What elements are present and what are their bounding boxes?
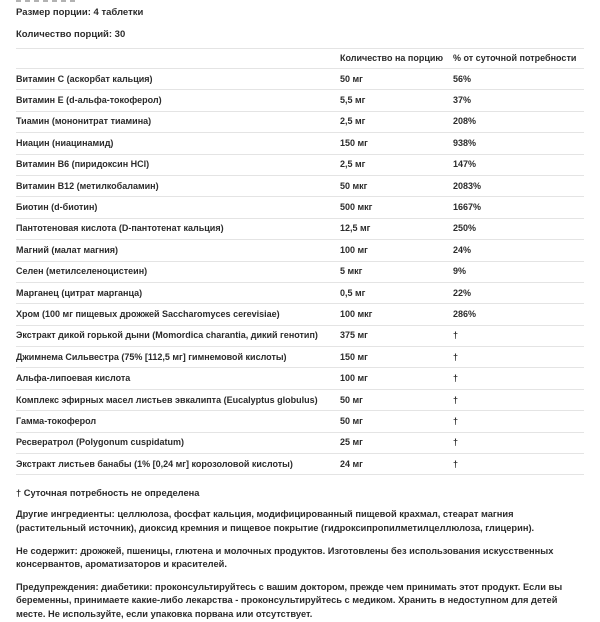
- amount-per-serving: 24 мг: [340, 458, 363, 469]
- amount-per-serving: 150 мг: [340, 137, 368, 148]
- daily-value: †: [453, 351, 459, 362]
- amount-per-serving: 50 мг: [340, 415, 363, 426]
- ingredient-name: Гамма-токоферол: [16, 415, 97, 426]
- table-row: [16, 368, 584, 389]
- amount-per-serving: 25 мг: [340, 437, 363, 448]
- amount-per-serving: 2,5 мг: [340, 159, 366, 170]
- amount-per-serving: 0,5 мг: [340, 287, 366, 298]
- daily-value: 250%: [453, 223, 477, 234]
- table-row: [16, 240, 584, 261]
- ingredient-name: Витамин B12 (метилкобаламин): [16, 180, 159, 191]
- table-row: [16, 347, 584, 368]
- daily-value: 2083%: [453, 180, 482, 191]
- ingredient-name: Тиамин (мононитрат тиамина): [16, 116, 152, 127]
- daily-value: 22%: [453, 287, 472, 298]
- table-row: [16, 90, 584, 111]
- amount-per-serving: 5 мкг: [340, 266, 363, 277]
- table-row: [16, 154, 584, 175]
- ingredient-name: Экстракт листьев банабы (1% [0,24 мг] корозоловой кислоты): [16, 458, 293, 469]
- daily-value: 9%: [453, 266, 467, 277]
- daily-value: 938%: [453, 137, 477, 148]
- table-row: [16, 175, 584, 196]
- daily-value: 24%: [453, 244, 472, 255]
- table-row: [16, 261, 584, 282]
- daily-value: 208%: [453, 116, 477, 127]
- daily-value: 56%: [453, 73, 472, 84]
- amount-per-serving: 50 мг: [340, 394, 363, 405]
- does-not-contain-text: Не содержит: дрожжей, пшеницы, глютена и молочных продуктов. Изготовлены без использования искусственных консервантов, ароматизаторов и красителей.: [16, 545, 554, 570]
- dagger-footnote: † Суточная потребность не определена: [16, 488, 200, 499]
- daily-value: †: [453, 437, 459, 448]
- ingredient-name: Магний (малат магния): [16, 244, 119, 255]
- clipped-text-artifact: [16, 0, 78, 2]
- table-header-row: [16, 49, 584, 69]
- col-header-daily-value: % от суточной потребности: [453, 49, 584, 69]
- table-row: [16, 282, 584, 303]
- table-row: [16, 304, 584, 325]
- table-row: [16, 111, 584, 132]
- daily-value: †: [453, 415, 459, 426]
- table-row: [16, 432, 584, 453]
- other-ingredients-text: Другие ингредиенты: целлюлоза, фосфат кальция, модифицированный пищевой крахмал, стеарат магния (растительный источник), диоксид кремния и пищевое покрытие (гидроксипропилметилцеллюлоза, глицерин).: [16, 509, 535, 534]
- amount-per-serving: 100 мг: [340, 373, 368, 384]
- ingredient-name: Витамин B6 (пиридоксин HCl): [16, 159, 150, 170]
- daily-value: 37%: [453, 95, 472, 106]
- amount-per-serving: 375 мг: [340, 330, 368, 341]
- daily-value: †: [453, 394, 459, 405]
- servings-per-container: Количество порций: 30: [16, 29, 126, 40]
- supplement-facts-table: [16, 48, 584, 475]
- col-header-ingredient: [16, 49, 340, 69]
- ingredient-name: Альфа-липоевая кислота: [16, 373, 131, 384]
- amount-per-serving: 5,5 мг: [340, 95, 366, 106]
- ingredient-name: Комплекс эфирных масел листьев эвкалипта (Eucalyptus globulus): [16, 394, 318, 405]
- amount-per-serving: 100 мкг: [340, 308, 373, 319]
- daily-value: †: [453, 330, 459, 341]
- daily-value: 286%: [453, 308, 477, 319]
- table-row: [16, 69, 584, 90]
- ingredient-name: Биотин (d-биотин): [16, 202, 98, 213]
- amount-per-serving: 50 мг: [340, 73, 363, 84]
- daily-value: †: [453, 373, 459, 384]
- table-row: [16, 411, 584, 432]
- amount-per-serving: 50 мкг: [340, 180, 368, 191]
- daily-value: †: [453, 458, 459, 469]
- table-row: [16, 325, 584, 346]
- serving-size: Размер порции: 4 таблетки: [16, 7, 144, 18]
- amount-per-serving: 100 мг: [340, 244, 368, 255]
- ingredient-name: Хром (100 мг пищевых дрожжей Saccharomyces cerevisiae): [16, 308, 280, 319]
- table-row: [16, 389, 584, 410]
- ingredient-name: Селен (метилселеноцистеин): [16, 266, 148, 277]
- table-row: [16, 133, 584, 154]
- table-row: [16, 454, 584, 475]
- ingredient-name: Пантотеновая кислота (D-пантотенат кальция): [16, 223, 224, 234]
- warnings-text: Предупреждения: диабетики: проконсультируйтесь с вашим доктором, прежде чем принимать этот продукт. Если вы беременны, принимаете какие-либо лекарства - проконсультируйтесь с медиком. Хранить в недоступном для детей месте. Не используйте, если упаковка порвана или отсутствует.: [16, 581, 563, 619]
- col-header-amount-per-serving: Количество на порцию: [340, 49, 453, 69]
- ingredient-name: Ниацин (ниацинамид): [16, 137, 114, 148]
- amount-per-serving: 2,5 мг: [340, 116, 366, 127]
- ingredient-name: Ресвератрол (Polygonum cuspidatum): [16, 437, 184, 448]
- daily-value: 1667%: [453, 202, 482, 213]
- table-row: [16, 218, 584, 239]
- amount-per-serving: 150 мг: [340, 351, 368, 362]
- ingredient-name: Витамин C (аскорбат кальция): [16, 73, 153, 84]
- amount-per-serving: 12,5 мг: [340, 223, 371, 234]
- table-row: [16, 197, 584, 218]
- ingredient-name: Экстракт дикой горькой дыни (Momordica charantia, дикий генотип): [16, 330, 318, 341]
- ingredient-name: Марганец (цитрат марганца): [16, 287, 143, 298]
- ingredient-name: Джимнема Сильвестра (75% [112,5 мг] гимнемовой кислоты): [16, 351, 287, 362]
- daily-value: 147%: [453, 159, 477, 170]
- amount-per-serving: 500 мкг: [340, 202, 373, 213]
- ingredient-name: Витамин E (d-альфа-токоферол): [16, 95, 162, 106]
